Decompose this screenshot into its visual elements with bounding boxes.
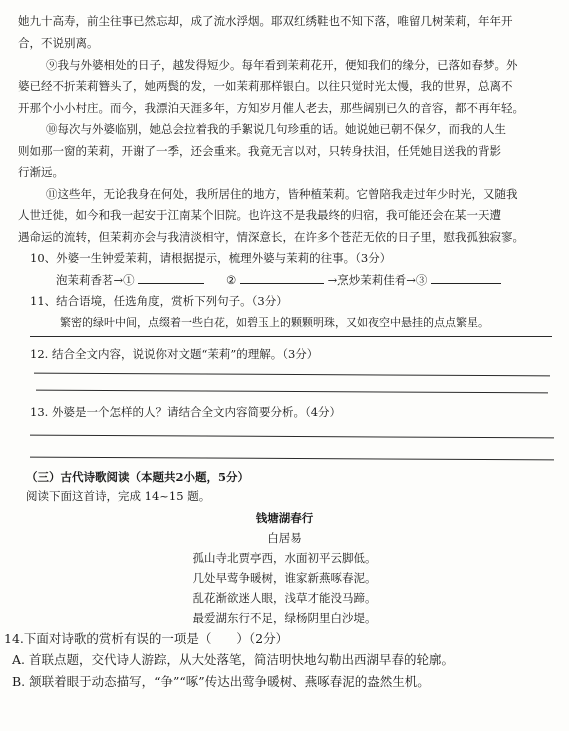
passage-line: 开那个小小村庄。而今，我漂泊天涯多年，方知岁月催人老去，那些阔别已久的音容，都不再年轻。 (18, 101, 524, 115)
passage-line: ⑨我与外婆相处的日子，越发得短少。每年看到茉莉花开，便知我们的缘分，已落如春梦。外 (46, 58, 518, 72)
question-12-stem: 12. 结合全文内容，说说你对文题“茉莉”的理解。（3分） (30, 347, 319, 361)
passage-line: 行渐远。 (18, 165, 64, 179)
chain-step-1: 泡茉莉香茗→① (56, 273, 135, 287)
answer-line[interactable] (34, 373, 550, 377)
passage-line: 人世迁徙，如今和我一起安于江南某个旧院。也许这不是我最终的归宿，我可能还会在某一天遭 (18, 208, 501, 222)
passage-line: ⑪这些年，无论我身在何处，我所居住的地方，皆种植茉莉。它曾陪我走过年少时光，又随我 (46, 187, 518, 201)
answer-blank-3[interactable] (431, 272, 501, 284)
passage-line: 她九十高寿，前尘往事已然忘却，成了流水浮烟。耶双红绣鞋也不知下落，唯留几树茉莉，年年开 (18, 14, 513, 28)
answer-line[interactable] (36, 390, 548, 394)
poem-line: 乱花渐欲迷人眼，浅草才能没马蹄。 (192, 591, 377, 605)
poem-line: 最爱湖东行不足，绿杨阴里白沙堤。 (192, 611, 377, 625)
answer-line[interactable] (30, 457, 554, 461)
section-instruction: 阅读下面这首诗，完成 14~15 题。 (26, 489, 211, 503)
question-14-stem: 14.下面对诗歌的赏析有误的一项是（ ）（2分） (4, 631, 289, 646)
question-10-chain (56, 272, 501, 288)
passage-line: 婆已经不折茉莉簪头了，她两鬓的发，一如茉莉那样银白。以往只觉时光太慢，我的世界，总离不 (18, 79, 513, 93)
option-a[interactable]: A. 首联点题，交代诗人游踪，从大处落笔，简洁明快地勾勒出西湖早春的轮廓。 (12, 652, 454, 667)
question-13-stem: 13. 外婆是一个怎样的人？请结合全文内容简要分析。（4分） (30, 405, 342, 419)
section-heading: （三）古代诗歌阅读（本题共2小题，5分） (26, 470, 250, 484)
passage-line: ⑩每次与外婆临别，她总会拉着我的手絮说几句珍重的话。她说她已朝不保夕，而我的人生 (46, 122, 506, 136)
passage-line: 则如那一窗的茉莉，开谢了一季，还会重来。我竟无言以对，只转身扶泪，任凭她目送我的背影 (18, 144, 501, 158)
answer-line[interactable] (30, 336, 552, 337)
poem-line: 孤山寺北贾亭西，水面初平云脚低。 (192, 551, 377, 565)
poem-author: 白居易 (267, 531, 302, 545)
question-10-stem: 10、外婆一生钟爱茉莉，请根据提示，梳理外婆与茉莉的往事。（3分） (30, 251, 392, 265)
chain-step-2: ② (225, 273, 237, 287)
question-11-stem: 11、结合语境，任选角度，赏析下列句子。（3分） (30, 294, 288, 308)
passage-line: 合，不说别离。 (18, 36, 99, 50)
answer-blank-2[interactable] (240, 272, 324, 284)
answer-line[interactable] (30, 435, 554, 439)
poem-title: 钱塘湖春行 (255, 511, 314, 525)
chain-step-3: →烹炒茉莉佳肴→③ (327, 273, 428, 287)
poem-line: 几处早莺争暖树，谁家新燕啄春泥。 (192, 571, 377, 585)
passage-line: 遇命运的流转，但茉莉亦会与我清淡相守，情深意长，在许多个苍茫无依的日子里，慰我孤独寂寥。 (18, 230, 524, 244)
option-b[interactable]: B. 颔联着眼于动态描写，“争”“啄”传达出莺争暖树、燕啄春泥的盎然生机。 (12, 674, 430, 689)
question-11-quote: 繁密的绿叶中间，点缀着一些白花，如碧玉上的颗颗明珠，又如夜空中悬挂的点点繁星。 (60, 316, 489, 329)
answer-blank-1[interactable] (138, 272, 204, 284)
